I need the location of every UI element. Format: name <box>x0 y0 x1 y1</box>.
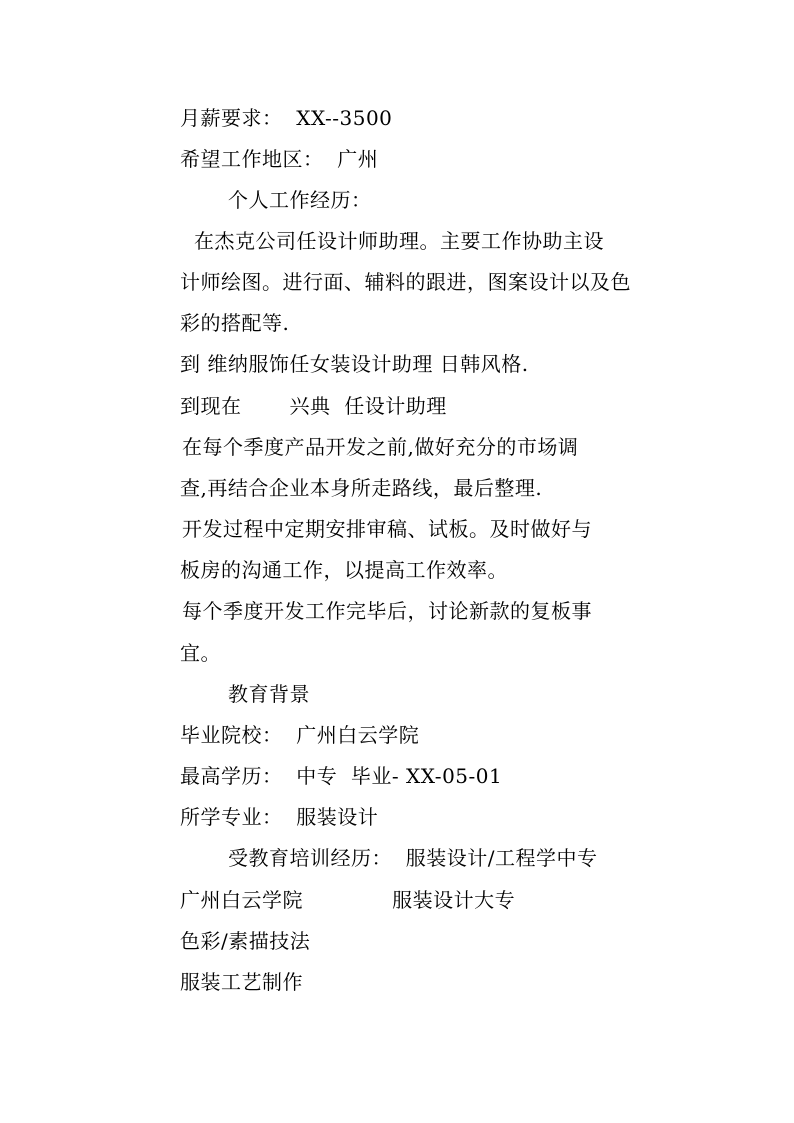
degree-value: 中专 毕业- XX-05-01 <box>296 764 503 788</box>
location-label: 希望工作地区： <box>180 147 324 171</box>
work-paragraph-line: 开发过程中定期安排审稿、试板。及时做好与 <box>182 517 592 541</box>
work-paragraph-line: 计师绘图。进行面、辅料的跟进，图案设计以及色 <box>180 270 631 294</box>
work-paragraph-line: 在每个季度产品开发之前,做好充分的市场调 <box>182 435 579 459</box>
salary-line <box>180 106 392 130</box>
training-detail-line: 广州白云学院 服装设计大专 <box>180 888 516 912</box>
degree-line <box>180 764 502 788</box>
training-detail-line: 服装工艺制作 <box>180 970 303 994</box>
work-heading: 个人工作经历： <box>228 188 372 212</box>
major-label: 所学专业： <box>180 805 283 829</box>
education-heading: 教育背景 <box>228 682 310 706</box>
school-label: 毕业院校： <box>180 723 283 747</box>
salary-value: XX--3500 <box>296 106 393 130</box>
training-label: 受教育培训经历： <box>228 846 392 870</box>
degree-label: 最高学历： <box>180 764 283 788</box>
training-line <box>228 846 597 870</box>
work-paragraph-line: 板房的沟通工作，以提高工作效率。 <box>180 558 508 582</box>
major-line <box>180 805 378 829</box>
training-value: 服装设计/工程学中专 <box>405 846 598 870</box>
school-line <box>180 723 419 747</box>
major-value: 服装设计 <box>296 805 379 829</box>
salary-label: 月薪要求： <box>180 106 283 130</box>
training-detail-line: 色彩/素描技法 <box>180 929 311 953</box>
school-value: 广州白云学院 <box>296 723 420 747</box>
location-line <box>180 147 378 171</box>
work-paragraph-line: 到现在 兴典 任设计助理 <box>180 394 447 418</box>
work-paragraph-line: 查,再结合企业本身所走路线，最后整理. <box>180 476 543 500</box>
work-paragraph-line: 宜。 <box>180 641 221 665</box>
work-paragraph-line: 彩的搭配等. <box>180 311 290 335</box>
work-paragraph-line: 到 维纳服饰任女装设计助理 日韩风格. <box>180 352 529 376</box>
work-paragraph-line: 每个季度开发工作完毕后，讨论新款的复板事 <box>182 599 592 623</box>
location-value: 广州 <box>337 147 379 171</box>
work-paragraph-line: 在杰克公司任设计师助理。主要工作协助主设 <box>194 229 604 253</box>
